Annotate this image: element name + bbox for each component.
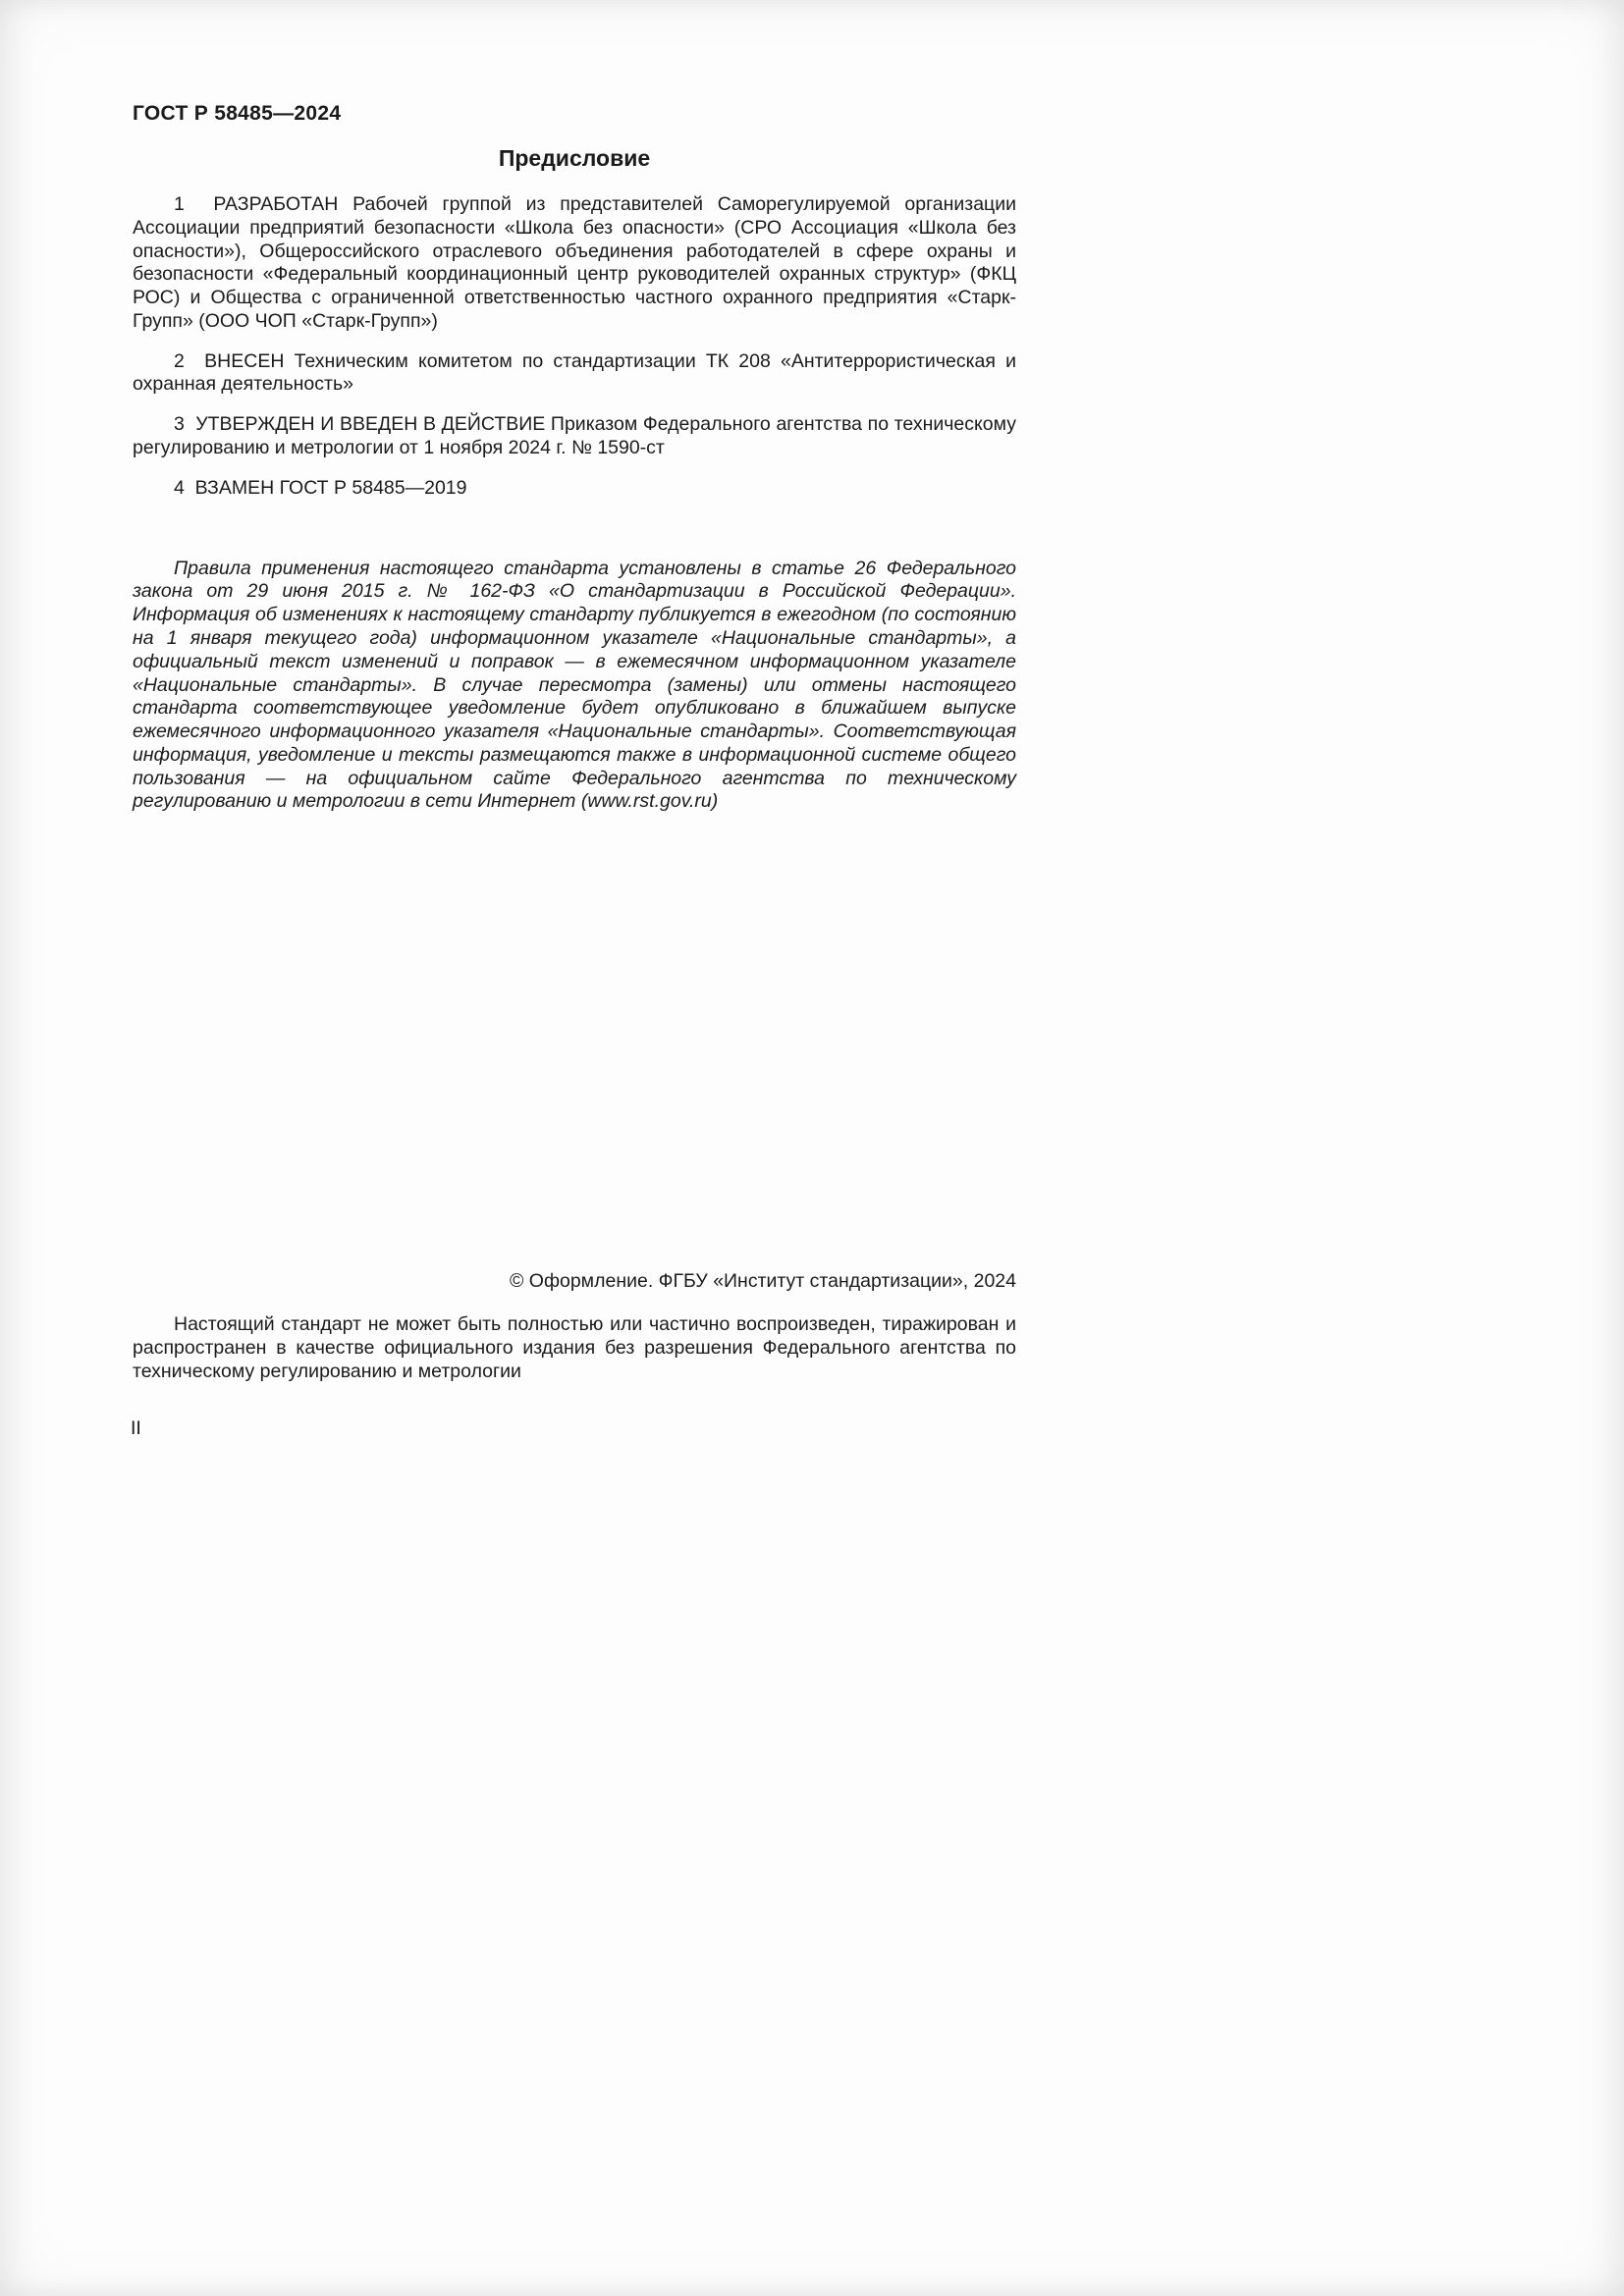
foreword-item-approved: 3 УТВЕРЖДЕН И ВВЕДЕН В ДЕЙСТВИЕ Приказом Федерального агентства по техническому регулированию и метрологии от 1 ноября 2024 г. № 1590-ст	[133, 413, 1016, 459]
reproduction-notice: Настоящий стандарт не может быть полностью или частично воспроизведен, тиражирован и распространен в качестве официального издания без разрешения Федерального агентства по техническому регулированию и метрологии	[133, 1313, 1016, 1382]
document-code: ГОСТ Р 58485—2024	[133, 102, 342, 125]
section-title: Предисловие	[498, 145, 651, 171]
foreword-item-developed: 1 РАЗРАБОТАН Рабочей группой из представителей Саморегулируемой организации Ассоциации предприятий безопасности «Школа без опасности» (СРО Ассоциация «Школа без опасности»), Общероссийского отраслевого объединения работодателей в сфере охраны и безопасности «Федеральный координационный центр руководителей охранных структур» (ФКЦ РОС) и Общества с ограниченной ответственностью частного охранного предприятия «Старк-Групп» (ООО ЧОП «Старк-Групп»)	[133, 193, 1016, 332]
foreword-item-replaces: 4 ВЗАМЕН ГОСТ Р 58485—2019	[174, 476, 467, 499]
page-number: II	[131, 1417, 141, 1439]
foreword-item-submitted: 2 ВНЕСЕН Техническим комитетом по стандартизации ТК 208 «Антитеррористическая и охранная деятельность»	[133, 349, 1016, 396]
application-rules-note: Правила применения настоящего стандарта установлены в статье 26 Федерального закона от 29 июня 2015 г. № 162-ФЗ «О стандартизации в Российской Федерации». Информация об изменениях к настоящему стандарту публикуется в ежегодном (по состоянию на 1 января текущего года) информационном указателе «Национальные стандарты», а официальный текст изменений и поправок — в ежемесячном информационном указателе «Национальные стандарты». В случае пересмотра (замены) или отмены настоящего стандарта соответствующее уведомление будет опубликовано в ближайшем выпуске ежемесячного информационного указателя «Национальные стандарты». Соответствующая информация, уведомление и тексты размещаются также в информационной системе общего пользования — на официальном сайте Федерального агентства по техническому регулированию и метрологии в сети Интернет (www.rst.gov.ru)	[133, 557, 1016, 813]
copyright-line: © Оформление. ФГБУ «Институт стандартизации», 2024	[510, 1270, 1016, 1292]
foreword-section	[133, 145, 1016, 814]
